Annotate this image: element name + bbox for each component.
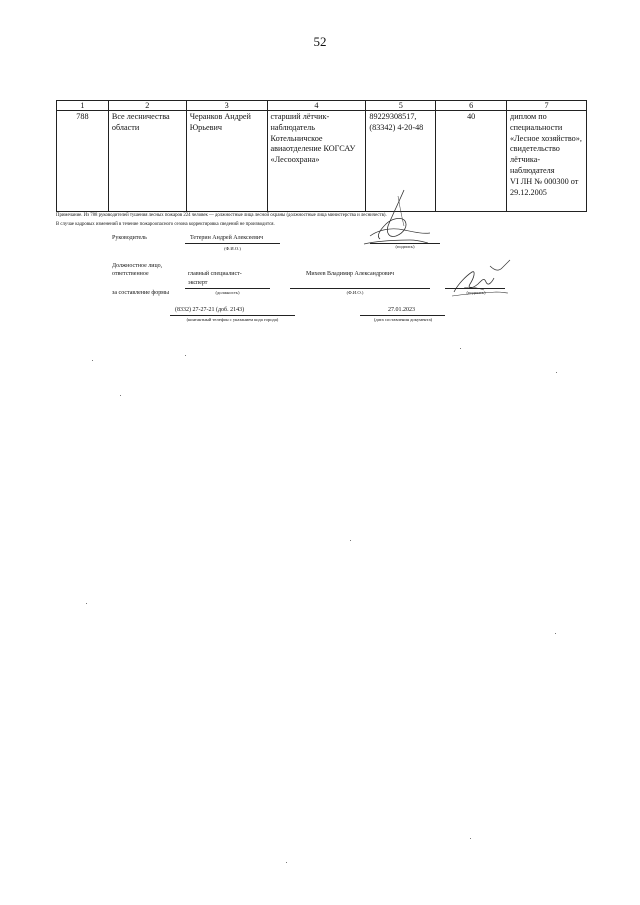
leader-position-line: наблюдатель [270,122,315,132]
responsible-signature-caption: (подпись) [466,290,486,295]
qualification-line: лётчика- [510,155,541,165]
leader-name-line: Юрьевич [189,122,222,132]
column-header-3: 3 [186,101,267,111]
scan-speck [92,360,93,361]
responsible-label-line-1: Должностное лицо, [112,263,163,269]
table-note-2: В случае кадровых изменений в течение пожароопасного сезона корректировка сведений не производится. [56,222,275,227]
table-row [57,111,587,212]
responsible-position-line-1: главный специалист- [188,271,242,277]
scan-speck [555,633,556,634]
leader-name [186,111,267,212]
position-caption: (должность) [215,290,240,295]
responsible-label-line-2: ответственное [112,271,149,277]
scan-speck [286,862,287,863]
column-header-6: 6 [436,101,507,111]
leaders-table [56,100,587,212]
document-date-caption: (дата составления документа) [373,317,433,322]
qualification-line: 29.12.2005 [510,187,547,197]
leader-position-line: «Лесоохрана» [270,155,320,165]
responsible-label-line-3: за составление формы [112,290,169,296]
qualification-line: диплом по [510,112,547,121]
responsible-position-line-2: эксперт [188,280,208,286]
forestry-area-line: области [111,122,140,132]
head-fio-caption: (Ф.И.О.) [224,246,241,251]
column-header-7: 7 [507,101,587,111]
head-signature-caption: (подпись) [395,244,415,249]
leader-position-line: старший лётчик- [270,112,330,121]
document-date-underline [360,315,445,316]
position-underline [185,288,270,289]
column-header-5: 5 [366,101,436,111]
quantity-value: 40 [436,111,507,212]
leader-name-line: Черанков Андрей [189,112,251,121]
qualification-line: VI ЛН № 000300 от [510,176,579,186]
qualification-line: свидетельство [510,144,560,154]
forestry-area [108,111,186,212]
column-header-1: 1 [57,101,109,111]
contact-phone-caption: (контактный телефон с указанием кода города) [186,317,279,322]
head-name: Тетерин Андрей Алексеевич [190,235,264,241]
qualification-line: наблюдателя [510,166,555,176]
responsible-name-underline [290,288,430,289]
qualification-line: специальности [510,122,563,132]
contact-phone-underline [170,315,295,316]
column-header-2: 2 [108,101,186,111]
leader-position [267,111,366,212]
head-name-underline [185,243,280,244]
scan-speck [470,838,471,839]
row-number: 788 [57,111,109,212]
table-note-1: Примечание. Из 788 руководителей тушения лесных пожаров 224 человек — должностные лица лесной охраны (должностные лица министерства и лесничеств). [56,213,387,218]
leader-position-line: авиаотделение КОГСАУ [270,144,356,154]
scan-speck [556,372,557,373]
contact-phone-line: (83342) 4-20-48 [369,122,424,132]
scan-speck [460,348,461,349]
forestry-area-line: Все лесничества [111,112,170,121]
responsible-signature-underline [445,288,505,289]
document-date: 27.01.2023 [388,307,415,313]
column-header-4: 4 [267,101,366,111]
table-header-row [57,101,587,111]
scan-speck [350,540,351,541]
leader-position-line: Котельничское [270,133,323,143]
qualification-line: «Лесное хозяйство», [510,133,582,143]
scan-speck [120,395,121,396]
contact-phone: (8332) 27-27-21 (доб. 2143) [175,307,245,313]
scan-speck [185,355,186,356]
head-label: Руководитель [112,235,147,241]
contact-phone-line: 89229308517, [369,112,417,121]
qualification-document [507,111,587,212]
page-number: 52 [313,34,327,49]
responsible-fio-caption: (Ф.И.О.) [346,290,364,295]
responsible-name: Михеев Владимир Александрович [306,271,394,277]
scan-speck [86,603,87,604]
